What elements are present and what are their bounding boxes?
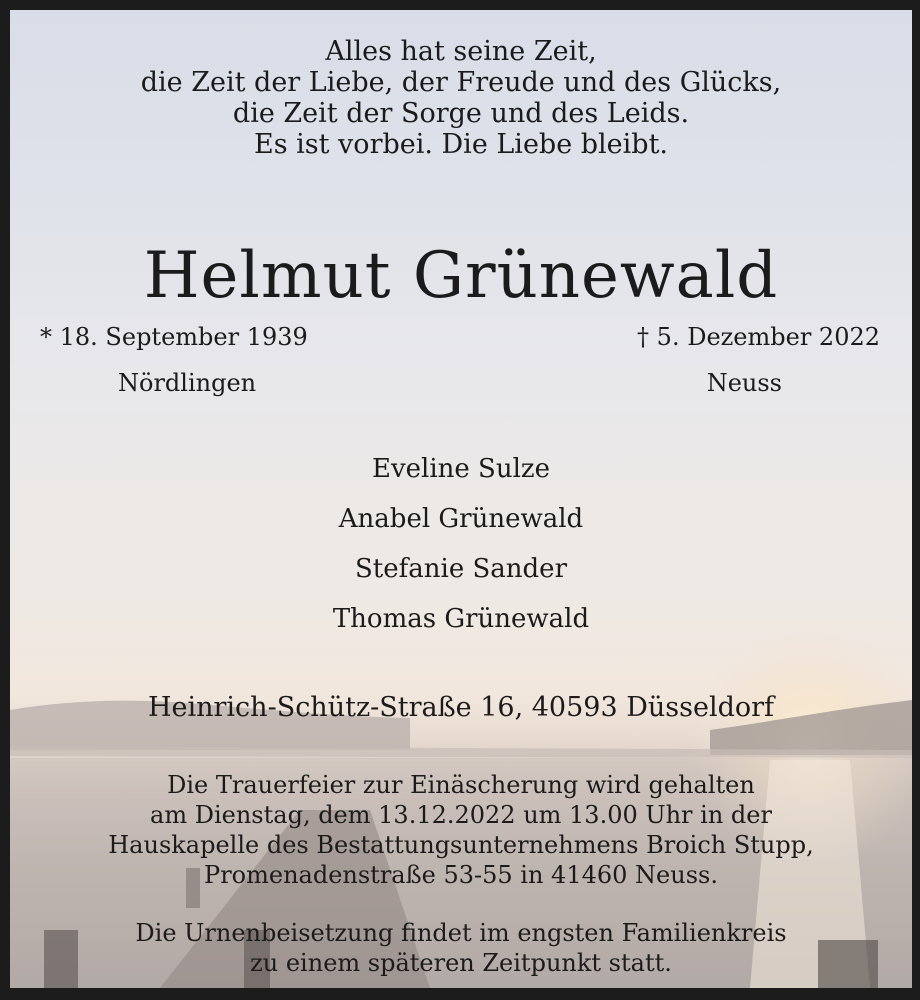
poem-line: Alles hat seine Zeit, (325, 36, 597, 67)
family-address: Heinrich-Schütz-Straße 16, 40593 Düsseldorf (147, 692, 775, 723)
mourner-name: Stefanie Sander (355, 554, 567, 584)
mourners-list (10, 450, 912, 650)
birth-place: Nördlingen (118, 369, 257, 397)
poem-line: die Zeit der Sorge und des Leids. (232, 98, 690, 129)
birth-date: * 18. September 1939 (40, 323, 308, 351)
poem-line: die Zeit der Liebe, der Freude und des Glücks, (140, 67, 782, 98)
service-line: am Dienstag, dem 13.12.2022 um 13.00 Uhr in der (150, 801, 772, 829)
service-line: Hauskapelle des Bestattungsunternehmens Broich Stupp, (108, 831, 814, 859)
urn-burial-note (10, 918, 912, 978)
poem-line: Es ist vorbei. Die Liebe bleibt. (253, 129, 669, 160)
urn-note-line: zu einem späteren Zeitpunkt statt. (250, 949, 672, 977)
mourner-name: Anabel Grünewald (338, 504, 584, 534)
service-line: Die Trauerfeier zur Einäscherung wird gehalten (167, 771, 755, 799)
death-place: Neuss (706, 369, 782, 397)
death-date: † 5. Dezember 2022 (637, 323, 880, 351)
poem (10, 36, 912, 160)
service-line: Promenadenstraße 53-55 in 41460 Neuss. (204, 861, 718, 889)
mourner-name: Thomas Grünewald (332, 604, 590, 634)
deceased-name: Helmut Grünewald (143, 239, 779, 313)
mourner-name: Eveline Sulze (371, 454, 551, 484)
urn-note-line: Die Urnenbeisetzung findet im engsten Familienkreis (135, 919, 787, 947)
funeral-service-info (10, 770, 912, 890)
